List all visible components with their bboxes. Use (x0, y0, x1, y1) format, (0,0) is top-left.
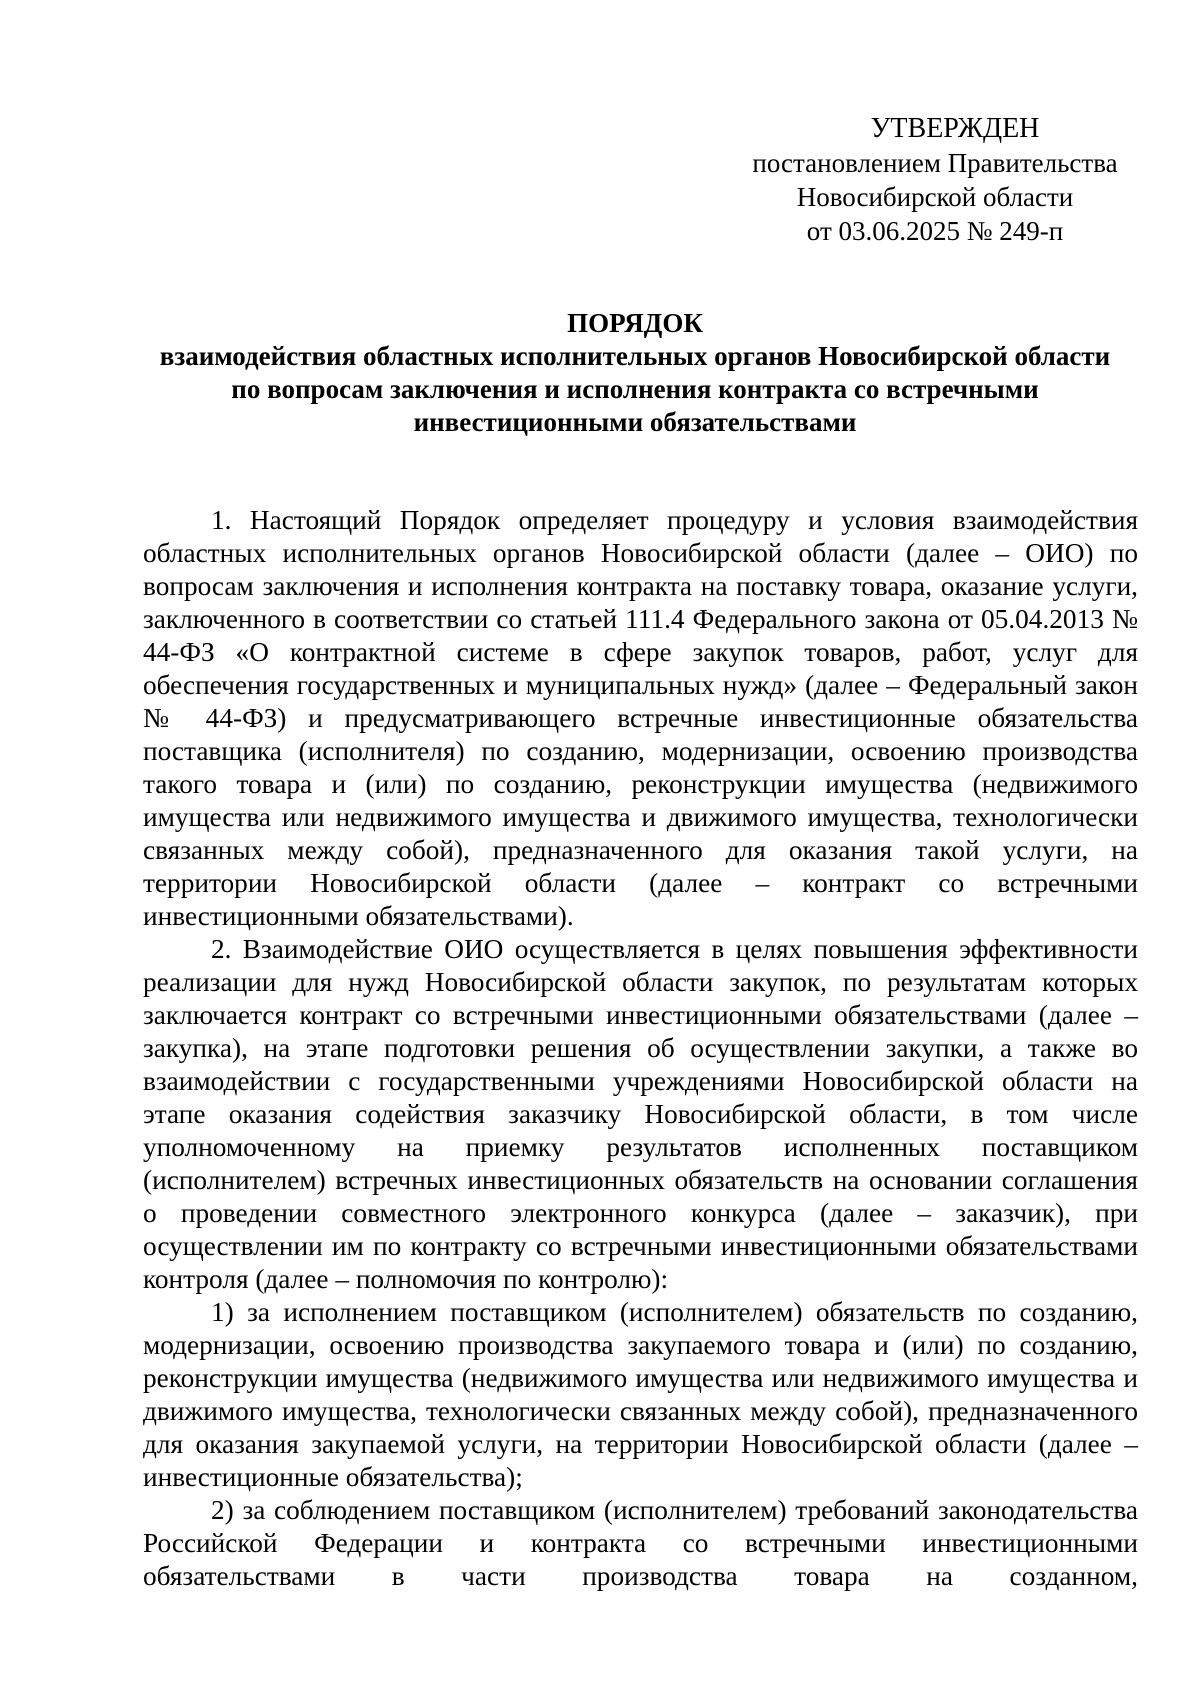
title-main: ПОРЯДОК (567, 308, 703, 338)
approval-date-number: от 03.06.2025 № 249-п (806, 216, 1064, 246)
approval-line-1: постановлением Правительства (752, 148, 1118, 178)
approval-heading: УТВЕРЖДЕН (870, 113, 1040, 144)
title-line-1: взаимодействия областных исполнительных органов Новосибирской области (159, 341, 1111, 371)
title-line-3: инвестиционными обязательствами (413, 407, 857, 437)
paragraph-2-item-1: 1) за исполнением поставщиком (исполнителем) обязательств по созданию, модернизации, освоению производства закупаемого товара и (или) по созданию, реконструкции имущества (недвижимого имущества или недвижимого имущества и движимого имущества, технологически связанных между собой), предназначенного для оказания закупаемой услуги, на территории Новосибирской области (далее – инвестиционные обязательства); (143, 1297, 1138, 1492)
document-title (130, 307, 1140, 439)
paragraph-2-item-2: 2) за соблюдением поставщиком (исполнителем) требований законодательства Российской Федерации и контракта со встречными инвестиционными обязательствами в части производства товара на созданном, (143, 1495, 1138, 1591)
title-line-2: по вопросам заключения и исполнения контракта со встречными (231, 374, 1039, 404)
approval-stamp (745, 112, 1125, 248)
approval-line-2: Новосибирской области (796, 182, 1074, 212)
paragraph-1: 1. Настоящий Порядок определяет процедуру и условия взаимодействия областных исполнительных органов Новосибирской области (далее – ОИО) по вопросам заключения и исполнения контракта на поставку товара, оказание услуги, заключенного в соответствии со статьей 111.4 Федерального закона от 05.04.2013 № 44-ФЗ «О контрактной системе в сфере закупок товаров, работ, услуг для обеспечения государственных и муниципальных нужд» (далее – Федеральный закон № 44-ФЗ) и предусматривающего встречные инвестиционные обязательства поставщика (исполнителя) по созданию, модернизации, освоению производства такого товара и (или) по созданию, реконструкции имущества (недвижимого имущества или недвижимого имущества и движимого имущества, технологически связанных между собой), предназначенного для оказания такой услуги, на территории Новосибирской области (далее – контракт со встречными инвестиционными обязательствами). (143, 505, 1138, 931)
document-body (143, 504, 1138, 1593)
paragraph-2: 2. Взаимодействие ОИО осуществляется в целях повышения эффективности реализации для нужд Новосибирской области закупок, по результатам которых заключается контракт со встречными инвестиционными обязательствами (далее – закупка), на этапе подготовки решения об осуществлении закупки, а также во взаимодействии с государственными учреждениями Новосибирской области на этапе оказания содействия заказчику Новосибирской области, в том числе уполномоченному на приемку результатов исполненных поставщиком (исполнителем) встречных инвестиционных обязательств на основании соглашения о проведении совместного электронного конкурса (далее – заказчик), при осуществлении им по контракту со встречными инвестиционными обязательствами контроля (далее – полномочия по контролю): (143, 934, 1138, 1294)
